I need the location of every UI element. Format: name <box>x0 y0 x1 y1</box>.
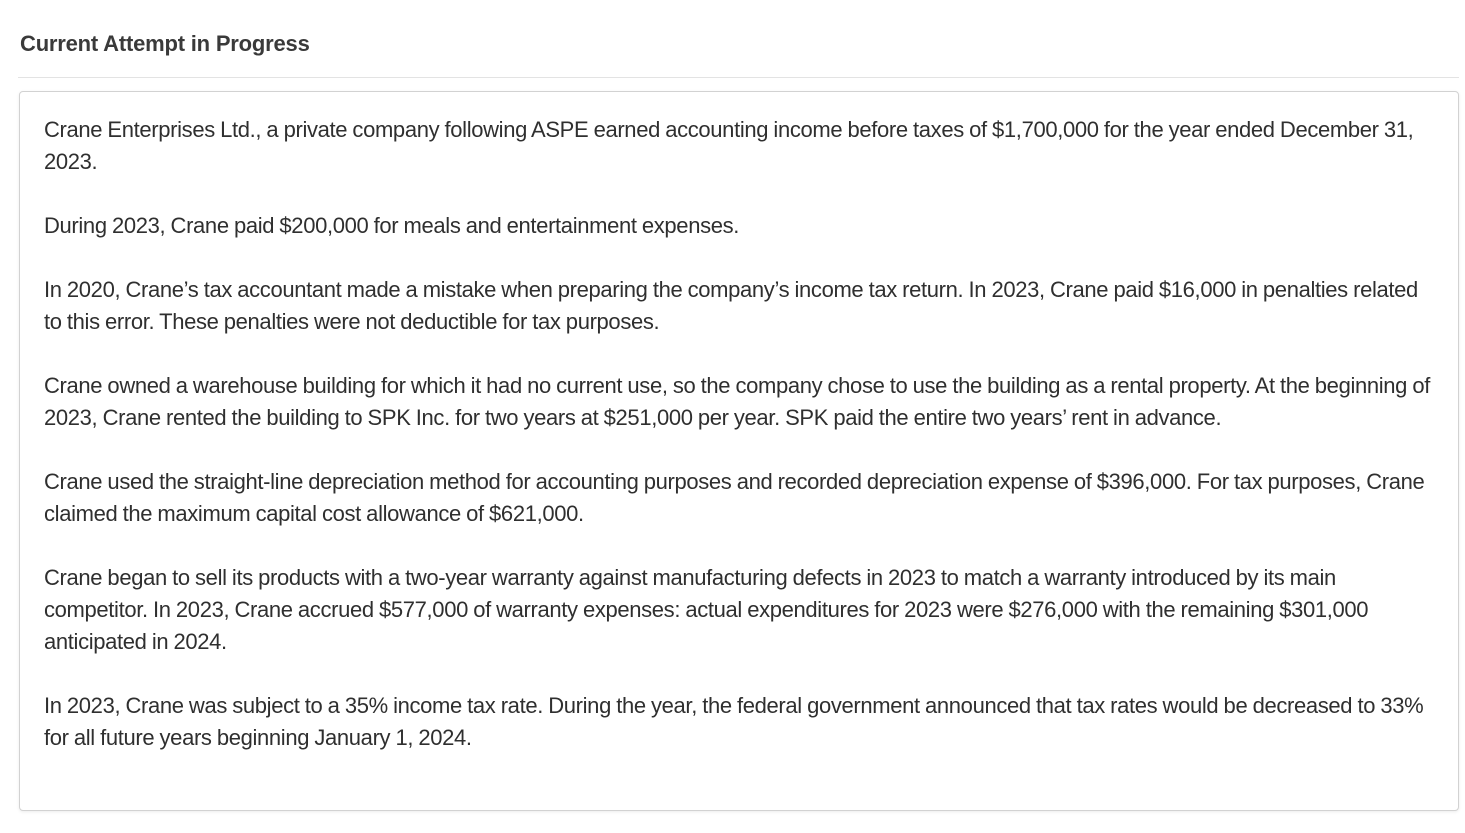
question-paragraph-depreciation: Crane used the straight-line depreciation method for accounting purposes and recorded depreciation expense of $396,000. For tax purposes, Crane claimed the maximum capital cost allowance of $621,000. <box>44 469 1425 526</box>
attempt-header <box>18 0 1459 78</box>
question-paragraph-tax-rate: In 2023, Crane was subject to a 35% income tax rate. During the year, the federal government announced that tax rates would be decreased to 33% for all future years beginning January 1, 2024. <box>44 693 1424 750</box>
question-paragraph-penalties: In 2020, Crane’s tax accountant made a mistake when preparing the company’s income tax return. In 2023, Crane paid $16,000 in penalties related to this error. These penalties were not deductible for tax purposes. <box>44 277 1418 334</box>
question-paragraph-income: Crane Enterprises Ltd., a private company following ASPE earned accounting income before taxes of $1,700,000 for the year ended December 31, 2023. <box>44 117 1414 174</box>
question-paragraph-rental: Crane owned a warehouse building for which it had no current use, so the company chose to use the building as a rental property. At the beginning of 2023, Crane rented the building to SPK Inc. for two years at $251,000 per year. SPK paid the entire two years’ rent in advance. <box>44 373 1430 430</box>
question-card <box>19 91 1459 811</box>
page-title: Current Attempt in Progress <box>20 31 310 56</box>
question-paragraph-meals: During 2023, Crane paid $200,000 for meals and entertainment expenses. <box>44 213 740 238</box>
question-paragraph-warranty: Crane began to sell its products with a two-year warranty against manufacturing defects in 2023 to match a warranty introduced by its main competitor. In 2023, Crane accrued $577,000 of warranty expenses: actual expenditures for 2023 were $276,000 with the remaining $301,000 anticipated in 2024. <box>44 565 1369 654</box>
